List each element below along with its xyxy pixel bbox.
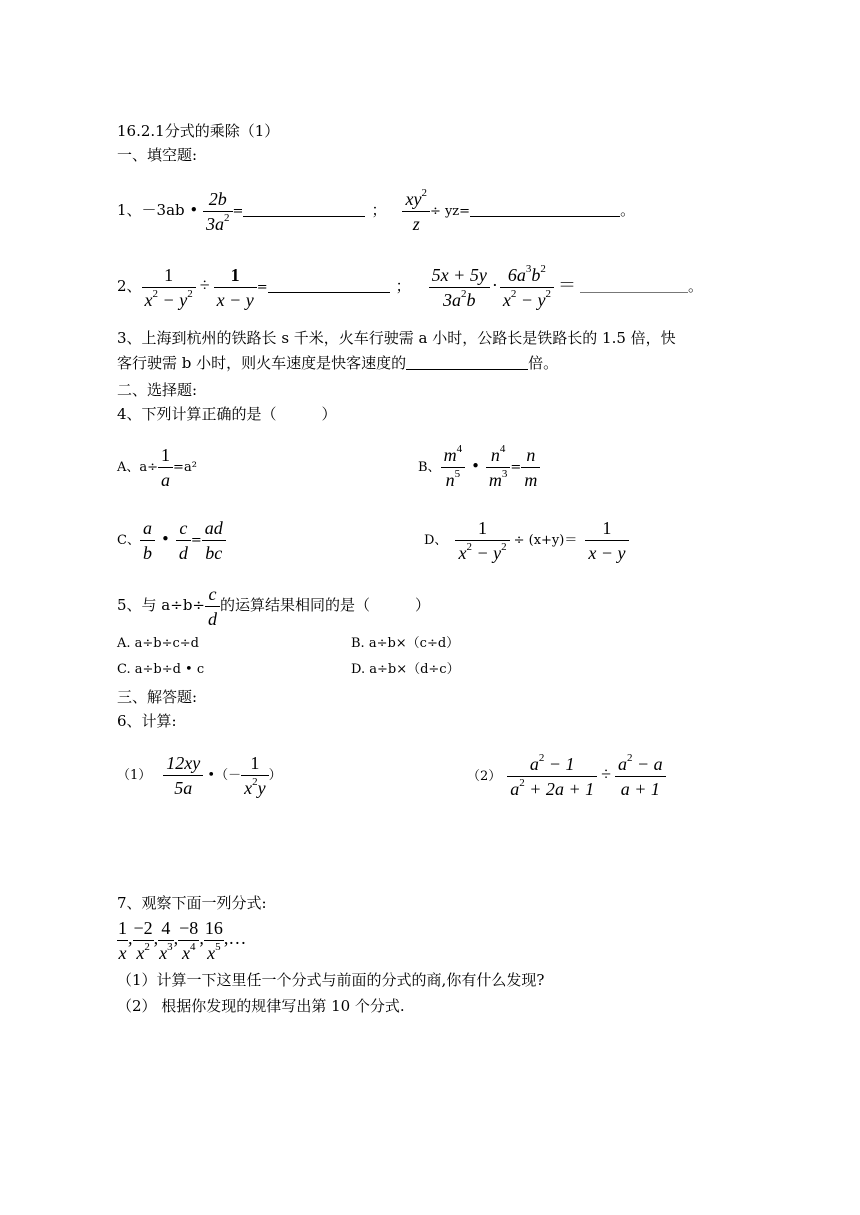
equals-sign: = bbox=[256, 280, 268, 295]
fraction-c-over-d: $\frac{c}{d}$ bbox=[176, 519, 191, 562]
fraction-2b-over-3a2: $\frac{2b}{3a^2}$ bbox=[203, 190, 233, 233]
section-choice-heading: 二、选择题: bbox=[117, 381, 198, 399]
option-label: C、 bbox=[117, 533, 140, 548]
question-4-stem: 4、下列计算正确的是（ ） bbox=[117, 405, 337, 423]
fraction-5x-plus-5y-over-3a2b: $\frac{5x + 5y}{3a^2b}$ bbox=[429, 266, 490, 309]
worksheet-title: 16.2.1分式的乘除（1） bbox=[117, 122, 280, 140]
question-6-part-2 bbox=[467, 748, 666, 803]
part-label: （2） bbox=[467, 769, 502, 784]
answer-blank[interactable] bbox=[406, 355, 528, 370]
question-3-suffix: 倍。 bbox=[528, 354, 559, 372]
question-2 bbox=[117, 261, 703, 312]
multiply-dot: · bbox=[491, 275, 498, 295]
option-5a: A. a÷b÷c÷d bbox=[117, 636, 200, 651]
fraction-1-over-a: $\frac{1}{a}$ bbox=[158, 446, 173, 489]
question-6-stem: 6、计算: bbox=[117, 712, 177, 730]
option-middle: ÷ (x+y)＝ bbox=[513, 533, 578, 548]
fraction-n4-over-m3: $\frac{n^4}{m^3}$ bbox=[486, 446, 511, 489]
question-3-line-2 bbox=[117, 353, 558, 373]
equals-sign-large: ＝ bbox=[557, 275, 576, 295]
sequence-term-1: $\frac{1}{x}$ bbox=[118, 917, 127, 963]
option-label: D、 bbox=[424, 533, 448, 548]
fraction-6a3b2-over-x2-minus-y2: $\frac{6a^3b^2}{x^2 - y^2}$ bbox=[500, 266, 554, 309]
sequence-term-2: $\frac{-2}{x^2}$ bbox=[133, 917, 153, 963]
fraction-a2-minus-1-over-a2-plus-2a-plus-1: $\frac{a^2 - 1}{a^2 + 2a + 1}$ bbox=[507, 755, 597, 798]
full-stop: 。 bbox=[687, 277, 703, 295]
fraction-12xy-over-5a: $\frac{12xy}{5a}$ bbox=[163, 754, 203, 797]
question-1 bbox=[117, 188, 635, 234]
fraction-1-over-x2y: $\frac{1}{x^2y}$ bbox=[241, 754, 269, 797]
equals-sign: = bbox=[232, 204, 244, 219]
question-2-label: 2、 bbox=[117, 277, 142, 295]
separator: ； bbox=[371, 201, 387, 219]
question-1-prefix: －3ab • bbox=[141, 201, 204, 219]
question-5-text: 5、与 a÷b÷ bbox=[117, 596, 205, 614]
fraction-1-over-x-minus-y: $\frac{1}{x - y}$ bbox=[585, 519, 628, 562]
option-4d bbox=[424, 515, 629, 565]
equals-sign: = bbox=[510, 460, 522, 475]
section-fill-in-heading: 一、填空题: bbox=[117, 146, 198, 164]
divide-sign: ÷ bbox=[199, 275, 210, 295]
part-label: （1） bbox=[117, 768, 152, 783]
sequence-term-5: $\frac{16}{x^5}$ bbox=[204, 917, 223, 963]
fraction-1-over-x2-minus-y2: $\frac{1}{x^2 - y^2}$ bbox=[455, 519, 509, 562]
answer-blank[interactable] bbox=[243, 202, 365, 217]
option-4a bbox=[117, 442, 197, 492]
answer-blank[interactable] bbox=[470, 202, 620, 217]
answer-blank[interactable] bbox=[580, 278, 688, 293]
fraction-m4-over-n5: $\frac{m^4}{n^5}$ bbox=[441, 446, 466, 489]
multiply-dot: • bbox=[471, 457, 480, 475]
question-3-line-1: 3、上海到杭州的铁路长 s 千米，火车行驶需 a 小时，公路长是铁路长的 1.5 倍，快 bbox=[117, 329, 676, 347]
equals-sign: = bbox=[190, 533, 202, 548]
option-4b bbox=[418, 442, 540, 492]
option-label: A、a÷ bbox=[117, 460, 159, 475]
question-7-part-2: （2） 根据你发现的规律写出第 10 个分式. bbox=[117, 997, 405, 1015]
divide-sign: ÷ bbox=[601, 764, 611, 784]
question-7-part-1: （1）计算一下这里任一个分式与前面的分式的商,你有什么发现? bbox=[117, 971, 545, 989]
answer-blank[interactable] bbox=[268, 278, 390, 293]
fraction-sequence: $\frac{1}{x}$ , $\frac{-2}{x^2}$ , $\frac{4}{x^3}$ , $\frac{-8}{x^4}$ , $\frac{16}{x^5}$ ,… bbox=[118, 917, 247, 963]
multiply-dot: • bbox=[160, 530, 170, 548]
part-middle: •（－ bbox=[203, 768, 242, 783]
option-5d: D. a÷b×（d÷c） bbox=[351, 662, 460, 677]
option-result: =a² bbox=[173, 460, 197, 475]
sequence-term-3: $\frac{4}{x^3}$ bbox=[159, 917, 173, 963]
question-7-stem: 7、观察下面一列分式: bbox=[117, 894, 267, 912]
fraction-n-over-m: $\frac{n}{m}$ bbox=[521, 446, 540, 489]
question-1-label: 1、 bbox=[117, 201, 142, 219]
fraction-1-over-x2-minus-y2: $\frac{1}{x^2 - y^2}$ bbox=[142, 266, 196, 309]
question-5-text-end: 的运算结果相同的是（ ） bbox=[220, 596, 431, 614]
divide-yz: ÷ yz= bbox=[429, 204, 471, 219]
fraction-ad-over-bc: $\frac{ad}{bc}$ bbox=[202, 519, 226, 562]
question-5-stem bbox=[117, 583, 430, 628]
fraction-1-over-x-minus-y: $\frac{1}{x - y}$ bbox=[214, 266, 257, 309]
separator: ； bbox=[395, 277, 411, 295]
fraction-a2-minus-a-over-a-plus-1: $\frac{a^2 - a}{a + 1}$ bbox=[615, 755, 666, 798]
section-solve-heading: 三、解答题: bbox=[117, 688, 198, 706]
fraction-c-over-d: $\frac{c}{d}$ bbox=[205, 585, 220, 628]
fraction-xy2-over-z: $\frac{xy^2}{z}$ bbox=[402, 190, 429, 233]
question-3-text: 客行驶需 b 小时，则火车速度是快客速度的 bbox=[117, 354, 407, 372]
option-5b: B. a÷b×（c÷d） bbox=[351, 636, 460, 651]
sequence-term-4: $\frac{-8}{x^4}$ bbox=[179, 917, 199, 963]
part-end: ） bbox=[268, 768, 282, 783]
fraction-a-over-b: $\frac{a}{b}$ bbox=[140, 519, 155, 562]
option-4c bbox=[117, 515, 226, 565]
full-stop: 。 bbox=[620, 201, 636, 219]
question-6-part-1 bbox=[117, 748, 282, 802]
option-5c: C. a÷b÷d • c bbox=[117, 662, 205, 677]
option-label: B、 bbox=[418, 460, 441, 475]
